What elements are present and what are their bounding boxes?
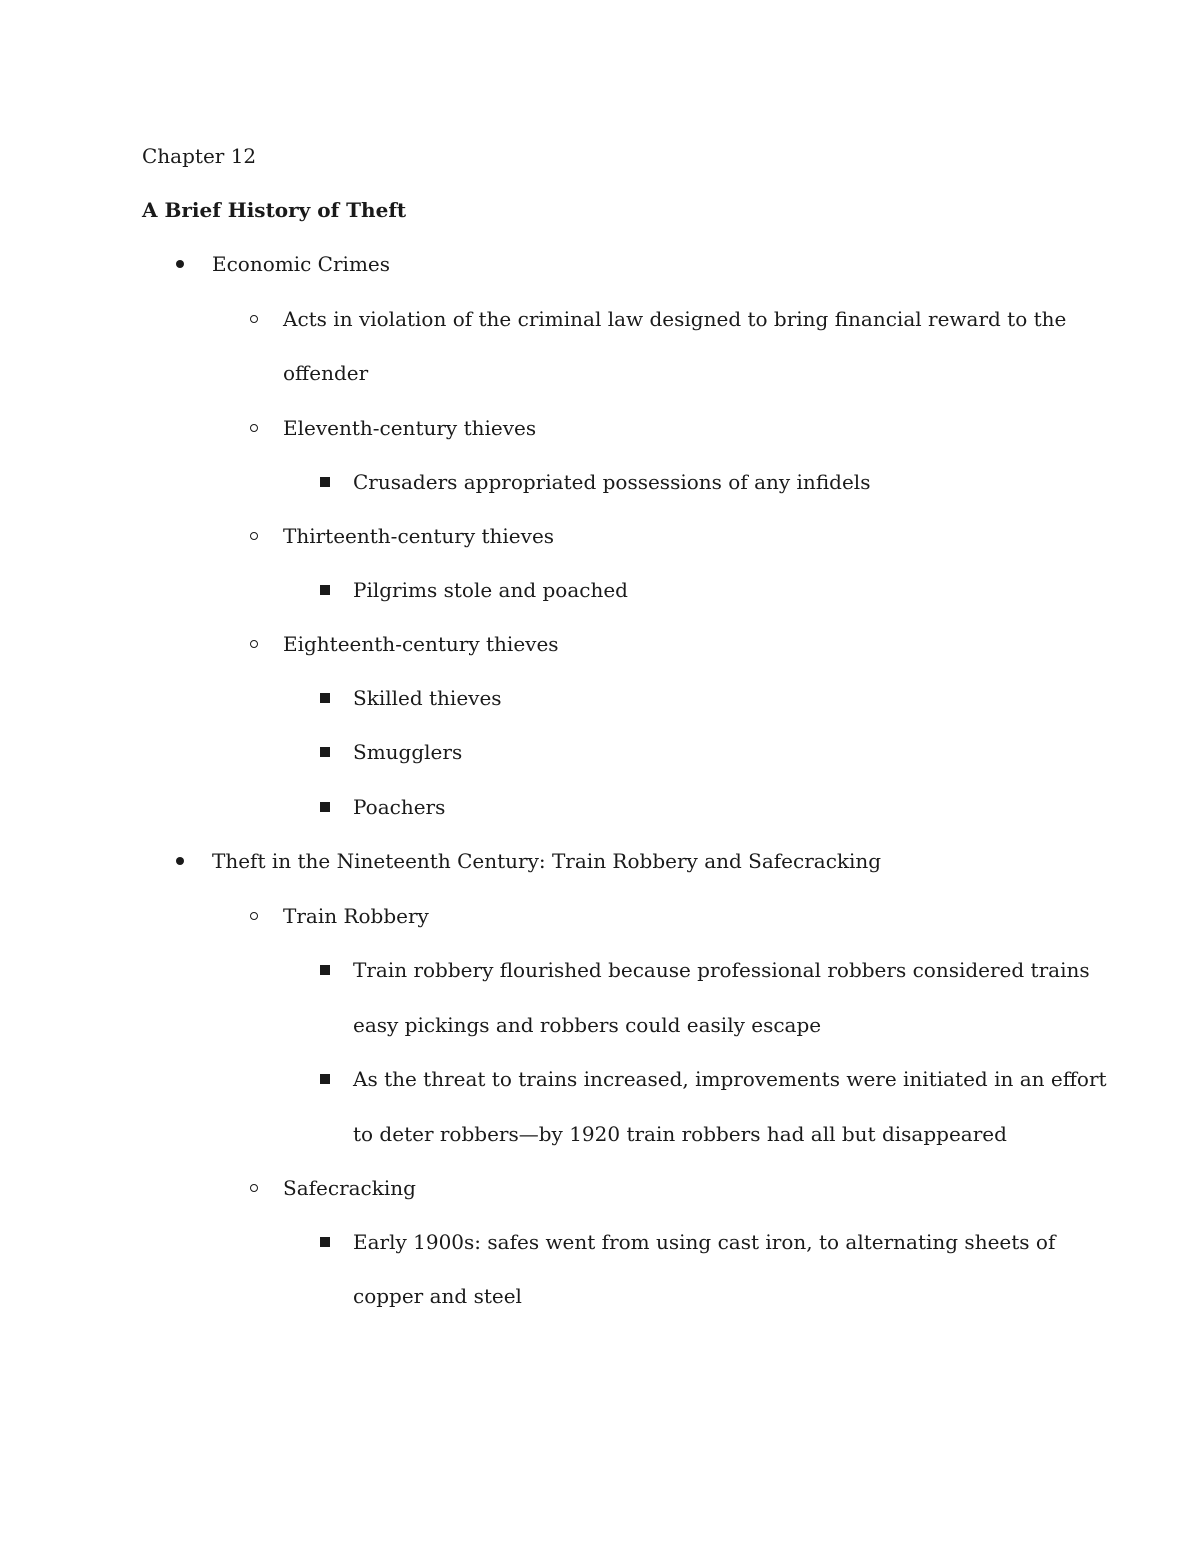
circle-bullet-icon [250, 640, 258, 648]
list-item-text: easy pickings and robbers could easily escape [353, 1013, 822, 1037]
list-item-text: Economic Crimes [212, 252, 391, 276]
square-bullet-icon [320, 477, 330, 487]
square-bullet-icon [320, 747, 330, 757]
list-item-text: Early 1900s: safes went from using cast iron, to alternating sheets of [353, 1230, 1056, 1254]
list-item-text: to deter robbers—by 1920 train robbers had all but disappeared [353, 1122, 1007, 1146]
list-item-text: Acts in violation of the criminal law designed to bring financial reward to the [283, 307, 1067, 331]
square-bullet-icon [320, 965, 330, 975]
list-item-text: Smugglers [353, 740, 463, 764]
circle-bullet-icon [250, 424, 258, 432]
list-item-text: Train Robbery [283, 904, 429, 928]
circle-bullet-icon [250, 912, 258, 920]
list-item-text: Train robbery flourished because professional robbers considered trains [353, 958, 1090, 982]
section-title-text: A Brief History of Theft [142, 198, 407, 222]
list-item-text: copper and steel [353, 1284, 522, 1308]
list-item-text: Skilled thieves [353, 686, 502, 710]
square-bullet-icon [320, 1074, 330, 1084]
circle-bullet-icon [250, 315, 258, 323]
square-bullet-icon [320, 693, 330, 703]
list-item-text: Safecracking [283, 1176, 416, 1200]
list-item-text: As the threat to trains increased, improvements were initiated in an effort [353, 1067, 1107, 1091]
list-item-text: offender [283, 361, 369, 385]
list-item-text: Theft in the Nineteenth Century: Train Robbery and Safecracking [212, 849, 882, 873]
list-item-text: Crusaders appropriated possessions of any infidels [353, 470, 871, 494]
square-bullet-icon [320, 802, 330, 812]
list-item-text: Eighteenth-century thieves [283, 632, 559, 656]
list-item-text: Thirteenth-century thieves [283, 524, 555, 548]
chapter-label-text: Chapter 12 [142, 144, 257, 168]
square-bullet-icon [320, 1237, 330, 1247]
circle-bullet-icon [250, 532, 258, 540]
disc-bullet-icon [176, 260, 184, 268]
list-item-text: Pilgrims stole and poached [353, 578, 628, 602]
disc-bullet-icon [176, 857, 184, 865]
square-bullet-icon [320, 585, 330, 595]
list-item-text: Eleventh-century thieves [283, 416, 537, 440]
circle-bullet-icon [250, 1184, 258, 1192]
list-item-text: Poachers [353, 795, 446, 819]
